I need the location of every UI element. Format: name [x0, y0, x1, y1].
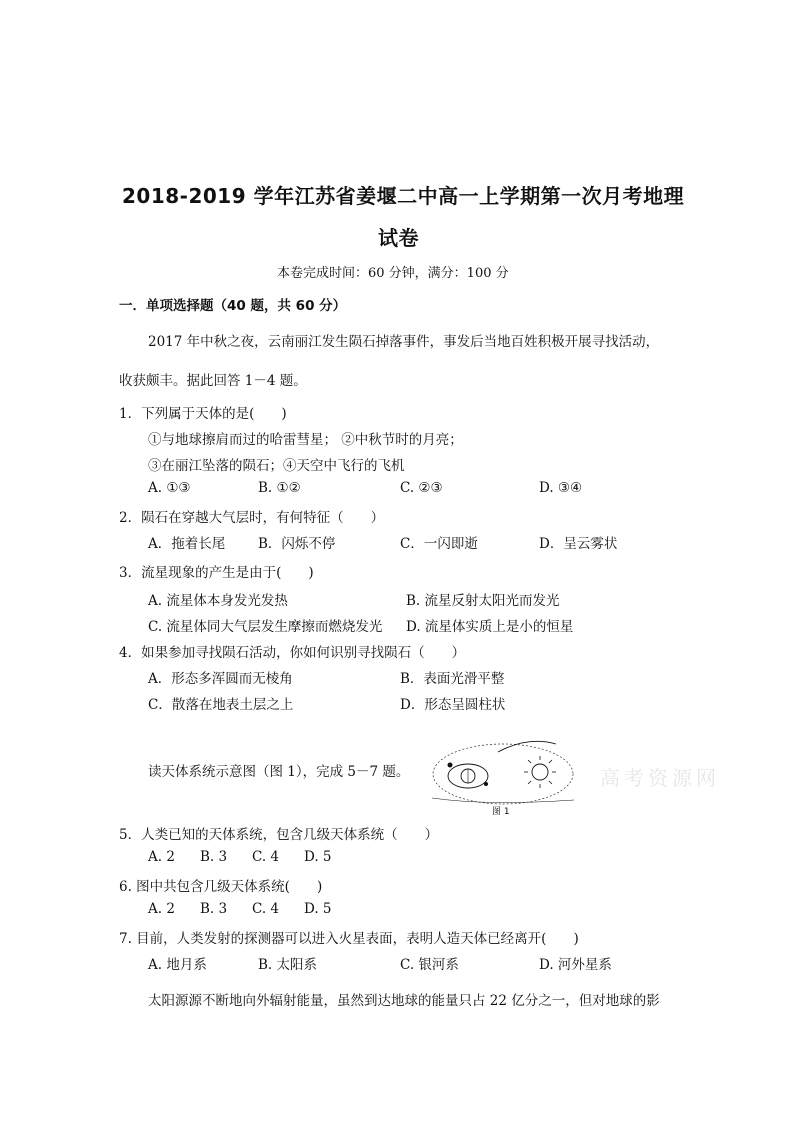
question-7-option-c[interactable]: C. 银河系	[400, 957, 459, 973]
question-1-item: ①与地球擦肩而过的哈雷彗星； ②中秋节时的月亮；	[148, 432, 463, 448]
intro-paragraph-line: 太阳源源不断地向外辐射能量，虽然到达地球的能量只占 22 亿分之一，但对地球的影	[148, 993, 660, 1009]
question-2-option-b[interactable]: B．闪烁不停	[258, 536, 336, 552]
question-2-option-c[interactable]: C．一闪即逝	[400, 536, 478, 552]
question-6-option-a[interactable]: A. 2	[148, 901, 175, 917]
comet-path	[498, 741, 556, 752]
question-7-option-b[interactable]: B. 太阳系	[258, 957, 318, 973]
question-3-option-c[interactable]: C. 流星体同大气层发生摩擦而燃烧发光	[148, 619, 383, 635]
question-2-option-a[interactable]: A．拖着长尾	[148, 536, 226, 552]
question-5-option-d[interactable]: D. 5	[304, 849, 332, 865]
question-4-option-b[interactable]: B．表面光滑平整	[400, 671, 505, 687]
question-7-option-d[interactable]: D. 河外星系	[539, 957, 612, 973]
question-4-option-a[interactable]: A．形态多浑圆而无棱角	[148, 671, 293, 687]
orbit-line	[432, 798, 574, 803]
question-4-option-d[interactable]: D．形态呈圆柱状	[400, 697, 506, 713]
question-4-option-c[interactable]: C．散落在地表土层之上	[148, 697, 294, 713]
moon-icon	[448, 763, 453, 768]
question-6-option-c[interactable]: C. 4	[252, 901, 280, 917]
question-5-option-a[interactable]: A. 2	[148, 849, 175, 865]
question-3-option-a[interactable]: A. 流星体本身发光发热	[148, 593, 288, 609]
question-5-option-c[interactable]: C. 4	[252, 849, 280, 865]
question-6-option-b[interactable]: B. 3	[200, 901, 228, 917]
question-3-option-d[interactable]: D. 流星体实质上是小的恒星	[406, 619, 574, 635]
sun-icon	[532, 764, 548, 780]
watermark: 高考资源网	[600, 766, 720, 790]
question-2-option-d[interactable]: D．呈云雾状	[539, 536, 618, 552]
question-1-item: ③在丽江坠落的陨石；④天空中飞行的飞机	[148, 458, 405, 474]
celestial-system-figure	[428, 738, 578, 818]
question-1-option-b[interactable]: B. ①②	[258, 480, 301, 496]
question-3-option-b[interactable]: B. 流星反射太阳光而发光	[406, 593, 560, 609]
planet-dot	[484, 782, 488, 786]
question-4-stem: 4．如果参加寻找陨石活动，你如何识别寻找陨石（ ）	[119, 645, 466, 661]
exam-info: 本卷完成时间：60 分钟，满分：100 分	[277, 266, 509, 281]
question-1-option-c[interactable]: C. ②③	[400, 480, 443, 496]
question-3-stem: 3．流星现象的产生是由于( )	[119, 565, 314, 581]
intro-paragraph-line: 2017 年中秋之夜，云南丽江发生陨石掉落事件，事发后当地百姓积极开展寻找活动，	[148, 334, 660, 350]
figure-intro-text: 读天体系统示意图（图 1），完成 5－7 题。	[148, 764, 410, 780]
section-heading: 一．单项选择题（40 题，共 60 分）	[119, 298, 347, 314]
intro-paragraph-line: 收获颇丰。据此回答 1－4 题。	[119, 373, 307, 389]
figure-label: 图 1	[492, 807, 510, 817]
question-1-option-d[interactable]: D. ③④	[539, 480, 583, 496]
question-2-stem: 2．陨石在穿越大气层时，有何特征（ ）	[119, 510, 385, 526]
question-1-stem: 1．下列属于天体的是( )	[119, 406, 287, 422]
question-6-stem: 6. 图中共包含几级天体系统( )	[119, 879, 323, 895]
question-7-option-a[interactable]: A. 地月系	[148, 957, 207, 973]
page-title: 2018-2019 学年江苏省姜堰二中高一上学期第一次月考地理	[122, 184, 685, 208]
question-5-option-b[interactable]: B. 3	[200, 849, 228, 865]
outer-orbit	[433, 744, 573, 804]
page-title-continued: 试卷	[378, 226, 419, 250]
question-6-option-d[interactable]: D. 5	[304, 901, 332, 917]
question-5-stem: 5．人类已知的天体系统，包含几级天体系统（ ）	[119, 827, 439, 843]
question-1-option-a[interactable]: A. ①③	[148, 480, 191, 496]
question-7-stem: 7. 目前，人类发射的探测器可以进入火星表面，表明人造天体已经离开( )	[119, 931, 579, 947]
